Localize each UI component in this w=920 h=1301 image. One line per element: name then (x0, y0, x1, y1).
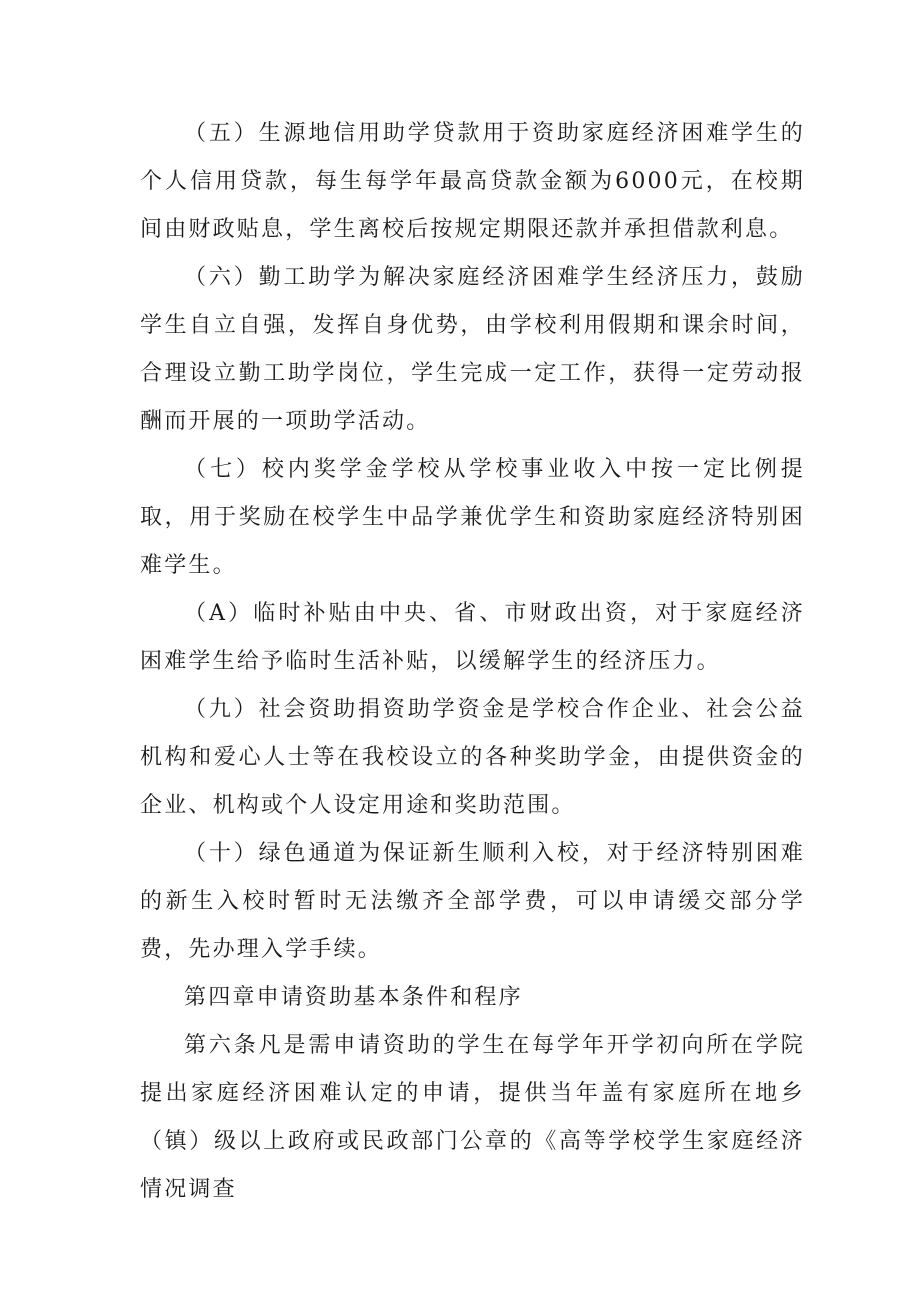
paragraph-article-six: 第六条凡是需申请资助的学生在每学年开学初向所在学院提出家庭经济困难认定的申请，提供当年盖有家庭所在地乡（镇）级以上政府或民政部门公章的《高等学校学生家庭经济情况调查 (140, 1033, 805, 1202)
paragraph-student-loan: （五）生源地信用助学贷款用于资助家庭经济困难学生的个人信用贷款，每生每学年最高贷款金额为6000元，在校期间由财政贴息，学生离校后按规定期限还款并承担借款利息。 (140, 121, 805, 242)
paragraph-temporary-subsidy: （A）临时补贴由中央、省、市财政出资，对于家庭经济困难学生给予临时生活补贴，以缓解学生的经济压力。 (140, 601, 805, 674)
paragraph-scholarship: （七）校内奖学金学校从学校事业收入中按一定比例提取，用于奖励在校学生中品学兼优学生和资助家庭经济特别困难学生。 (140, 457, 805, 578)
chapter-heading: 第四章申请资助基本条件和程序 (184, 985, 523, 1010)
document-body (140, 110, 805, 1214)
paragraph-work-study: （六）勤工助学为解决家庭经济困难学生经济压力，鼓励学生自立自强，发挥自身优势，由学校利用假期和课余时间，合理设立勤工助学岗位，学生完成一定工作，获得一定劳动报酬而开展的一项助学活动。 (140, 265, 805, 434)
paragraph-green-channel: （十）绿色通道为保证新生顺利入校，对于经济特别困难的新生入校时暂时无法缴齐全部学费，可以申请缓交部分学费，先办理入学手续。 (140, 841, 805, 962)
paragraph-social-funding: （九）社会资助捐资助学资金是学校合作企业、社会公益机构和爱心人士等在我校设立的各种奖助学金，由提供资金的企业、机构或个人设定用途和奖助范围。 (140, 697, 805, 818)
